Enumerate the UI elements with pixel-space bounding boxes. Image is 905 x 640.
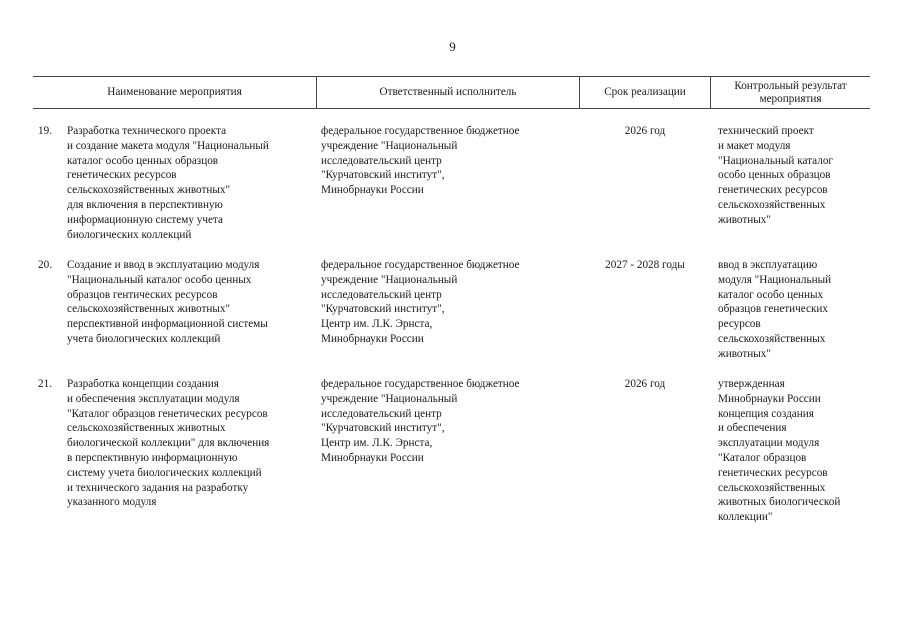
row-name-line: перспективной информационной системы [67, 318, 268, 331]
row-result-line: сельскохозяйственных [718, 332, 826, 345]
header-executor [317, 77, 579, 108]
row-name-line: Разработка концепции создания [67, 378, 219, 390]
row-name-line: сельскохозяйственных животных" [67, 184, 231, 197]
row-name-line: указанного модуля [67, 496, 157, 509]
row-name-line: биологических коллекций [67, 228, 192, 241]
header-term [580, 77, 710, 108]
row-executor-line: учреждение "Национальный [321, 392, 458, 405]
row-executor-line: Минобрнауки России [321, 332, 424, 345]
row-result-line: утвержденная [718, 378, 785, 390]
row-result-line: сельскохозяйственных [718, 198, 826, 211]
row-name-line: каталог особо ценных образцов [67, 154, 219, 167]
row-executor-line: "Курчатовский институт", [321, 303, 445, 316]
row-name-line: Разработка технического проекта [67, 125, 227, 137]
row-executor-line: учреждение "Национальный [321, 139, 458, 152]
row-name-line: образцов гентических ресурсов [67, 288, 218, 301]
row-name-line: генетических ресурсов [67, 169, 177, 182]
header-result-label-line1: Контрольный результат [734, 79, 847, 92]
row-result [718, 124, 870, 228]
row-result-line: Минобрнауки России [718, 392, 821, 405]
row-executor-line: "Курчатовский институт", [321, 169, 445, 182]
row-result-line: животных" [718, 347, 771, 360]
row-result-line: "Каталог образцов [718, 451, 807, 464]
row-result-line: концепция создания [718, 407, 814, 420]
row-name-line: "Национальный каталог особо ценных [67, 273, 252, 286]
row-name-line: сельскохозяйственных животных [67, 422, 226, 435]
row-result-line: особо ценных образцов [718, 169, 831, 182]
row-result-line: "Национальный каталог [718, 154, 833, 167]
row-executor-line: Центр им. Л.К. Эрнста, [321, 318, 433, 331]
row-executor-line: Минобрнауки России [321, 451, 424, 464]
row-result-line: эксплуатации модуля [718, 437, 820, 450]
row-number: 19. [38, 125, 52, 137]
row-term: 2026 год [624, 125, 666, 137]
row-result [718, 377, 870, 525]
header-result [711, 77, 870, 108]
table-header [33, 76, 870, 109]
row-name-line: учета биологических коллекций [67, 332, 221, 345]
header-result-label-line2: мероприятия [759, 92, 822, 105]
row-name-line: "Каталог образцов генетических ресурсов [67, 407, 268, 420]
row-name-line: Создание и ввод в эксплуатацию модуля [67, 259, 260, 271]
row-number: 20. [38, 259, 52, 271]
row-result-line: образцов генетических [718, 303, 829, 316]
row-name-line: и обеспечения эксплуатации модуля [67, 392, 240, 405]
row-name [67, 377, 312, 510]
row-executor-line: федеральное государственное бюджетное [321, 259, 520, 271]
row-result-line: каталог особо ценных [718, 288, 824, 301]
row-executor-line: Центр им. Л.К. Эрнста, [321, 437, 433, 450]
row-executor [321, 258, 576, 347]
row-result-line: животных биологической [718, 496, 841, 509]
row-name-line: и технического задания на разработку [67, 481, 249, 494]
header-executor-label: Ответственный исполнитель [379, 86, 517, 98]
row-result-line: животных" [718, 213, 771, 226]
row-term: 2027 - 2028 годы [605, 259, 685, 271]
row-result-line: технический проект [718, 125, 814, 137]
row-result-line: сельскохозяйственных [718, 481, 826, 494]
row-name-line: систему учета биологических коллекций [67, 466, 262, 479]
row-result-line: и макет модуля [718, 139, 791, 152]
row-executor-line: "Курчатовский институт", [321, 422, 445, 435]
row-result-line: модуля "Национальный [718, 273, 832, 286]
row-executor-line: исследовательский центр [321, 407, 442, 420]
row-result-line: ресурсов [718, 318, 761, 331]
row-name-line: биологической коллекции" для включения [67, 437, 270, 450]
row-executor-line: Минобрнауки России [321, 184, 424, 197]
row-result-line: и обеспечения [718, 422, 787, 435]
row-name-line: в перспективную информационную [67, 451, 238, 464]
row-result-line: ввод в эксплуатацию [718, 259, 818, 271]
row-executor [321, 124, 576, 198]
page-number: 9 [449, 39, 456, 54]
row-result-line: коллекции" [718, 511, 773, 524]
row-executor-line: федеральное государственное бюджетное [321, 125, 520, 137]
row-name-line: для включения в перспективную [67, 198, 223, 211]
row-executor [321, 377, 576, 466]
row-name-line: и создание макета модуля "Национальный [67, 139, 269, 152]
row-executor-line: исследовательский центр [321, 154, 442, 167]
row-name [67, 124, 312, 242]
row-name-line: информационную систему учета [67, 213, 223, 226]
header-name-label: Наименование мероприятия [107, 86, 242, 98]
row-executor-line: федеральное государственное бюджетное [321, 378, 520, 390]
row-result-line: генетических ресурсов [718, 184, 828, 197]
header-name [33, 77, 316, 108]
row-result [718, 258, 870, 362]
row-number: 21. [38, 378, 52, 390]
header-term-label: Срок реализации [604, 86, 686, 98]
row-executor-line: исследовательский центр [321, 288, 442, 301]
row-term: 2026 год [624, 378, 666, 390]
row-name [67, 258, 312, 347]
row-name-line: сельскохозяйственных животных" [67, 303, 231, 316]
row-result-line: генетических ресурсов [718, 466, 828, 479]
row-executor-line: учреждение "Национальный [321, 273, 458, 286]
